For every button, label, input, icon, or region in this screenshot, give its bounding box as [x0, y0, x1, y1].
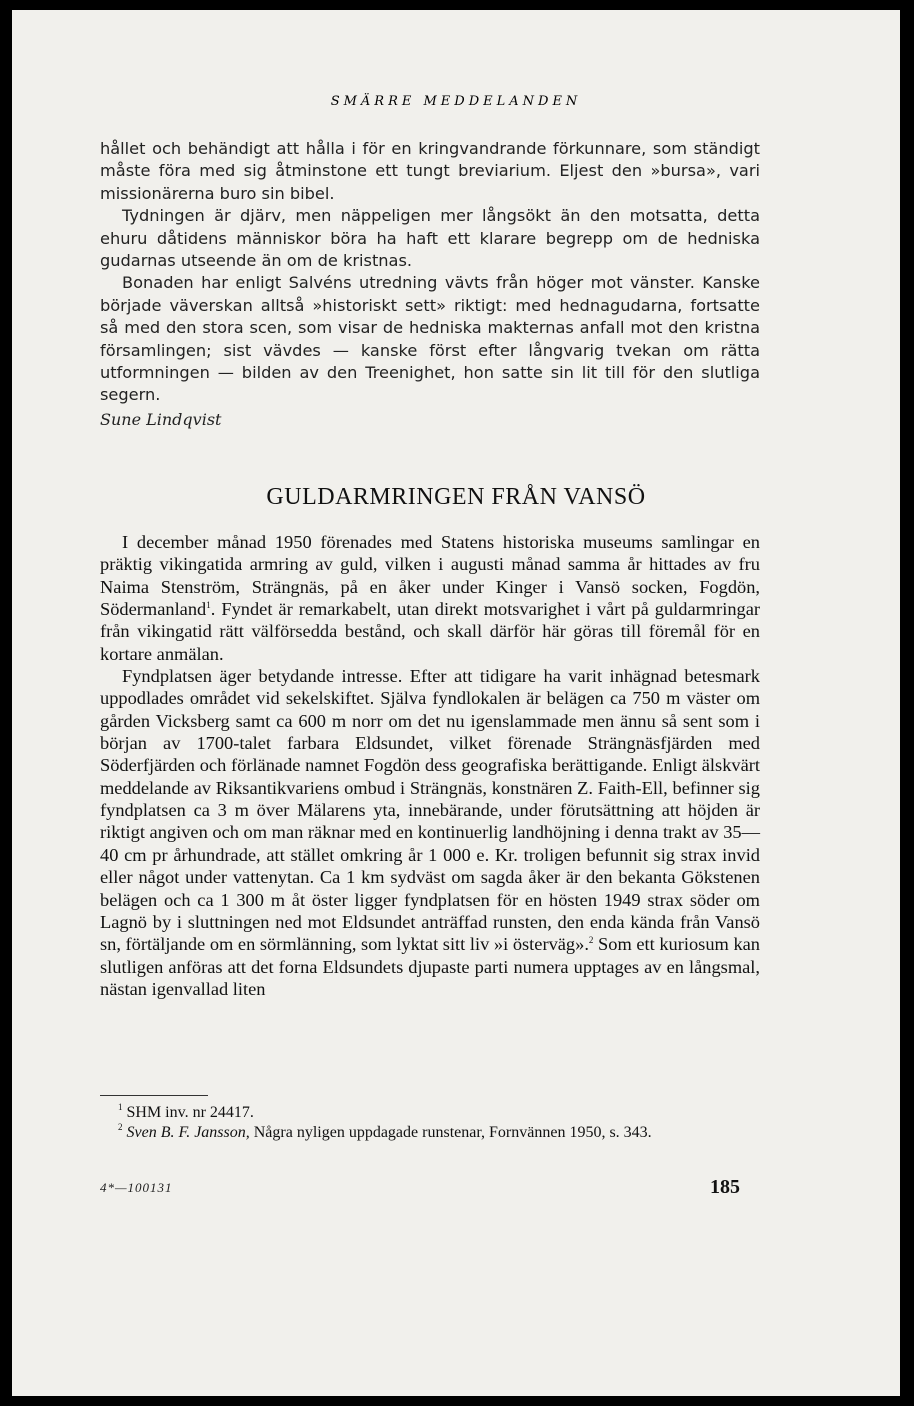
- article-title: GULDARMRINGEN FRÅN VANSÖ: [266, 484, 646, 510]
- footnote-ref: 1: [206, 600, 211, 611]
- footnotes: [100, 1103, 760, 1143]
- footnote-ref: 2: [588, 935, 594, 946]
- paragraph: Bonaden har enligt Salvéns utredning vävts från höger mot vänster. Kanske började väverskan alltså »historiskt sett» riktigt: med hednagudarna, fortsatte så med den stora scen, som visar de hedniska makternas anfall mot den kristna församlingen; sist vävdes — kanske först efter långvarig tvekan om rätta utformningen — bilden av den Treenighet, hon satte sin lit till för den slutliga segern.: [100, 273, 760, 405]
- footnote: $^2$ Sven B. F. Jansson, Några nyligen uppdagade runstenar, Fornvännen 1950, s. 343.: [118, 1122, 652, 1141]
- document-page: [12, 10, 900, 1396]
- author-signature: Sune Lindqvist: [100, 409, 222, 429]
- page-number: 185: [710, 1176, 740, 1198]
- paragraph: hållet och behändigt att hålla i för en kringvandrande förkunnare, som ständigt måste föra med sig åtminstone ett tungt breviarium. Eljest den »bursa», vari missionärerna buro sin bibel.: [100, 139, 760, 203]
- paragraph: I december månad 1950 förenades med Statens historiska museums samlingar en präktig vikingatida armring av guld, vilken i augusti månad samma år hittades av fru Naima Stenström, Strängnäs, på en åker under Kinger i Vansö socken, Fogdön, Södermanland$^1$. Fyndet är remarkabelt, utan direkt motsvarighet i vårt på guldarmringar från vikingatid rätt välförsedda bestånd, och skall därför här göras till föremål för en kortare anmälan.: [100, 532, 760, 664]
- footnote: $^1$ SHM inv. nr 24417.: [118, 1102, 254, 1121]
- previous-article-text: [100, 138, 760, 431]
- running-head: SMÄRRE MEDDELANDEN: [330, 94, 582, 109]
- article-body: [100, 531, 760, 1000]
- print-code: 4*—100131: [100, 1180, 173, 1195]
- paragraph: Tydningen är djärv, men näppeligen mer långsökt än den motsatta, detta ehuru dåtidens människor böra ha haft ett klarare begrepp om de hedniska gudarnas utseende än om de kristnas.: [100, 206, 760, 271]
- footnote-divider: [100, 1095, 208, 1096]
- paragraph: Fyndplatsen äger betydande intresse. Efter att tidigare ha varit inhägnad betesmark uppodlades området vid sekelskiftet. Själva fyndlokalen är belägen ca 750 m väster om gården Vicksberg samt ca 600 m norr om det nu igenslammade men ännu så sent som i början av 1700-talet farbara Eldsundet, vilket förenade Strängnäsfjärden med Söderfjärden och förlänade namnet Fogdön dess geografiska berättigande. Enligt älskvärt meddelande av Riksantikvariens ombud i Strängnäs, konstnären Z. Faith-Ell, befinner sig fyndplatsen ca 3 m över Mälarens yta, innebärande, under förutsättning att höjden är riktigt angiven och om man räknar med en kontinuerlig landhöjning i denna trakt av 35—40 cm pr århundrade, att stället omkring år 1 000 e. Kr. troligen befunnit sig strax invid eller något under vattenytan. Ca 1 km sydväst om sagda åker är den bekanta Gökstenen belägen och ca 1 300 m åt öster ligger fyndplatsen för en hösten 1949 strax söder om Lagnö by i sluttningen ned mot Eldsundet anträffad runsten, den enda kända från Vansö sn, förtäljande om en sörmlänning, som lyktat sitt liv »i österväg».$^2$ Som ett kuriosum kan slutligen anföras att det forna Eldsundets djupaste parti numera upptages av en långsmal, nästan igenvallad liten: [100, 666, 760, 999]
